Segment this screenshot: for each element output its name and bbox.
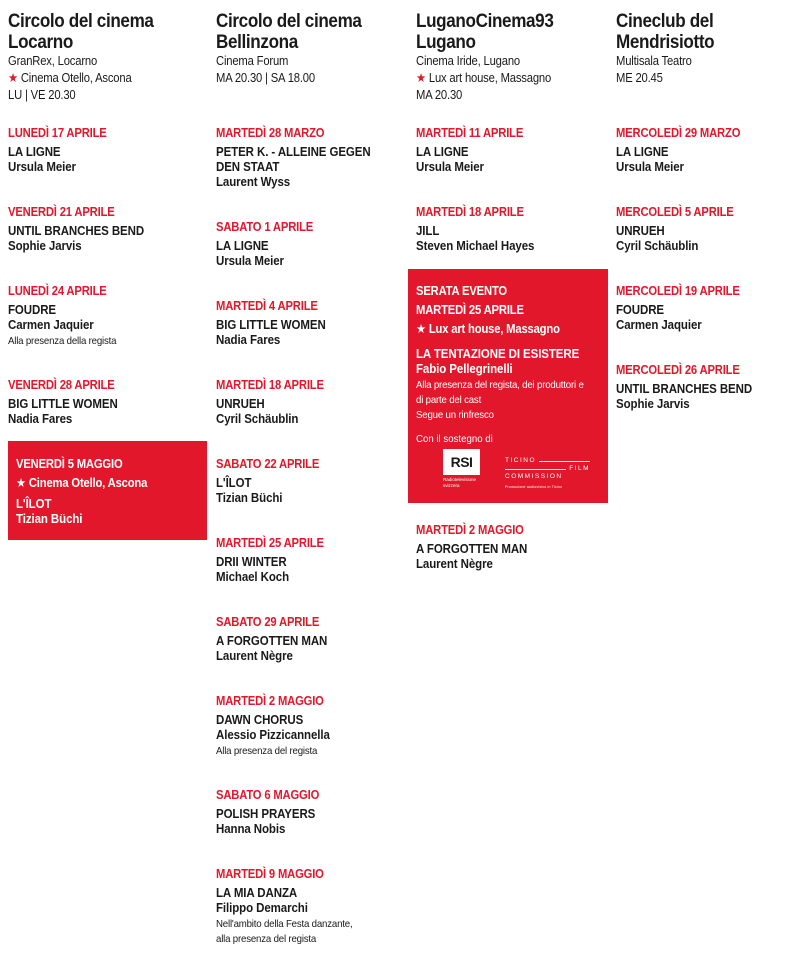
film-title: LA LIGNE	[416, 145, 469, 159]
screening-date: MERCOLEDÌ 29 MARZO	[616, 126, 741, 140]
film-director: Steven Michael Hayes	[416, 239, 535, 253]
screening-date: LUNEDÌ 24 APRILE	[8, 284, 107, 298]
screening-note: Alla presenza del regista	[216, 745, 318, 757]
screening-entry	[616, 125, 784, 175]
venue-cinema-alt: ★ Lux art house, Massagno	[416, 71, 552, 85]
venue-cinema-alt: ★ Cinema Otello, Ascona	[8, 71, 132, 85]
film-title: FOUDRE	[8, 303, 57, 317]
film-title: LA LIGNE	[616, 145, 669, 159]
screening-entry	[216, 298, 404, 348]
rsi-logo: RSI	[443, 449, 480, 475]
venue-city: Mendrisiotto	[616, 32, 715, 53]
film-title: LA TENTAZIONE DI ESISTERE	[416, 347, 580, 361]
screening-entry	[216, 866, 404, 947]
highlight-event-box	[8, 441, 207, 540]
ticino-film-commission-logo: TICINO FILM COMMISSION Promozione audiovisiva in Ticino	[505, 457, 590, 489]
film-director: Nadia Fares	[216, 333, 281, 347]
screening-date: MARTEDÌ 11 APRILE	[416, 126, 524, 140]
screening-entry	[8, 283, 204, 349]
support-label: Con il sostegno di	[416, 433, 493, 445]
star-icon: ★	[8, 71, 18, 85]
film-title: UNRUEH	[616, 224, 665, 238]
venue-name: Circolo del cinema	[8, 11, 154, 32]
screening-date: VENERDÌ 5 MAGGIO	[16, 457, 123, 471]
screening-entry	[616, 204, 784, 254]
screening-date: SABATO 1 APRILE	[216, 220, 314, 234]
venue-header	[416, 11, 604, 104]
film-director: Nadia Fares	[8, 412, 73, 426]
film-title: BIG LITTLE WOMEN	[216, 318, 326, 332]
star-icon: ★	[16, 476, 26, 490]
film-director: Laurent Nègre	[216, 649, 293, 663]
screening-date: SABATO 22 APRILE	[216, 457, 320, 471]
screening-date: MERCOLEDÌ 26 APRILE	[616, 363, 740, 377]
venue-name: Cineclub del	[616, 11, 714, 32]
venue-header	[8, 11, 204, 104]
film-title: BIG LITTLE WOMEN	[8, 397, 118, 411]
screening-date: MARTEDÌ 9 MAGGIO	[216, 867, 324, 881]
screening-date: MARTEDÌ 25 APRILE	[216, 536, 324, 550]
film-director: Tizian Büchi	[216, 491, 283, 505]
venue-schedule: MA 20.30	[416, 88, 463, 102]
venue-cinema: Multisala Teatro	[616, 54, 692, 68]
screening-entry	[216, 125, 404, 190]
film-title: JILL	[416, 224, 440, 238]
screening-entry	[416, 125, 604, 175]
venue-name: Circolo del cinema	[216, 11, 362, 32]
venue-city: Lugano	[416, 32, 476, 53]
screening-date: MARTEDÌ 18 APRILE	[416, 205, 524, 219]
event-location: ★ Lux art house, Massagno	[416, 322, 560, 336]
film-director: Laurent Nègre	[416, 557, 493, 571]
sponsor-logos	[443, 449, 593, 494]
venue-header	[616, 11, 784, 87]
film-director: Alessio Pizzicannella	[216, 728, 330, 742]
venue-schedule: LU | VE 20.30	[8, 88, 76, 102]
special-event-box	[408, 269, 608, 503]
screening-entry	[8, 377, 204, 427]
venue-city: Bellinzona	[216, 32, 298, 53]
film-title: UNRUEH	[216, 397, 265, 411]
film-title: L'ÎLOT	[16, 497, 52, 511]
screening-date: MARTEDÌ 28 MARZO	[216, 126, 325, 140]
screening-date: MARTEDÌ 2 MAGGIO	[216, 694, 324, 708]
screening-date: MARTEDÌ 18 APRILE	[216, 378, 324, 392]
screening-date: LUNEDÌ 17 APRILE	[8, 126, 107, 140]
film-director: Ursula Meier	[216, 254, 284, 268]
screening-entry	[216, 456, 404, 506]
screening-date: MARTEDÌ 25 APRILE	[416, 303, 524, 317]
film-director: Ursula Meier	[8, 160, 76, 174]
film-director: Carmen Jaquier	[8, 318, 94, 332]
film-title: POLISH PRAYERS	[216, 807, 316, 821]
venue-cinema: Cinema Forum	[216, 54, 289, 68]
film-director: Cyril Schäublin	[216, 412, 299, 426]
star-icon: ★	[416, 322, 426, 336]
film-title: PETER K. - ALLEINE GEGEN DEN STAAT	[216, 145, 371, 174]
screening-date: VENERDÌ 28 APRILE	[8, 378, 115, 392]
film-title: LA LIGNE	[216, 239, 269, 253]
venue-schedule: MA 20.30 | SA 18.00	[216, 71, 315, 85]
film-title: UNTIL BRANCHES BEND	[8, 224, 145, 238]
venue-cinema: GranRex, Locarno	[8, 54, 98, 68]
film-director: Sophie Jarvis	[8, 239, 82, 253]
rsi-logo-subtitle: Radiotelevisione svizzera	[443, 477, 477, 488]
venue-city: Locarno	[8, 32, 73, 53]
film-title: LA LIGNE	[8, 145, 61, 159]
screening-entry	[416, 204, 604, 254]
venue-header	[216, 11, 404, 87]
event-location: ★ Cinema Otello, Ascona	[16, 476, 148, 490]
film-director: Ursula Meier	[616, 160, 684, 174]
screening-date: SABATO 29 APRILE	[216, 615, 320, 629]
film-title: FOUDRE	[616, 303, 665, 317]
screening-entry	[8, 204, 204, 254]
film-title: L'ÎLOT	[216, 476, 252, 490]
film-director: Sophie Jarvis	[616, 397, 690, 411]
screening-entry	[216, 535, 404, 585]
screening-note: Nell'ambito della Festa danzante, alla presenza del regista	[216, 918, 353, 945]
film-title: LA MIA DANZA	[216, 886, 298, 900]
screening-entry	[216, 693, 404, 759]
screening-entry	[216, 377, 404, 427]
venue-name: LuganoCinema93	[416, 11, 554, 32]
star-icon: ★	[416, 71, 426, 85]
screening-entry	[616, 283, 784, 333]
screening-entry	[216, 219, 404, 269]
screening-entry	[616, 362, 784, 412]
film-director: Filippo Demarchi	[216, 901, 308, 915]
film-title: A FORGOTTEN MAN	[416, 542, 528, 556]
screening-note: Alla presenza del regista, dei produttori e di parte del cast	[416, 379, 584, 406]
film-director: Fabio Pellegrinelli	[416, 362, 513, 376]
screening-date: VENERDÌ 21 APRILE	[8, 205, 115, 219]
screening-entry	[416, 522, 604, 572]
screening-date: MERCOLEDÌ 19 APRILE	[616, 284, 740, 298]
film-title: DAWN CHORUS	[216, 713, 304, 727]
film-director: Cyril Schäublin	[616, 239, 699, 253]
film-director: Carmen Jaquier	[616, 318, 702, 332]
screening-entry	[216, 787, 404, 837]
film-director: Michael Koch	[216, 570, 290, 584]
venue-schedule: ME 20.45	[616, 71, 663, 85]
screening-date: MERCOLEDÌ 5 APRILE	[616, 205, 734, 219]
screening-date: MARTEDÌ 2 MAGGIO	[416, 523, 524, 537]
film-title: UNTIL BRANCHES BEND	[616, 382, 753, 396]
event-label: SERATA EVENTO	[416, 284, 508, 298]
film-title: DRII WINTER	[216, 555, 287, 569]
venue-cinema: Cinema Iride, Lugano	[416, 54, 520, 68]
screening-note-refreshment: Segue un rinfresco	[416, 409, 494, 421]
screening-note: Alla presenza della regista	[8, 335, 117, 347]
film-director: Ursula Meier	[416, 160, 484, 174]
film-director: Laurent Wyss	[216, 175, 291, 189]
film-director: Tizian Büchi	[16, 512, 83, 526]
screening-entry	[216, 614, 404, 664]
film-title: A FORGOTTEN MAN	[216, 634, 328, 648]
screening-entry	[8, 125, 204, 175]
film-director: Hanna Nobis	[216, 822, 286, 836]
screening-date: SABATO 6 MAGGIO	[216, 788, 320, 802]
screening-date: MARTEDÌ 4 APRILE	[216, 299, 318, 313]
